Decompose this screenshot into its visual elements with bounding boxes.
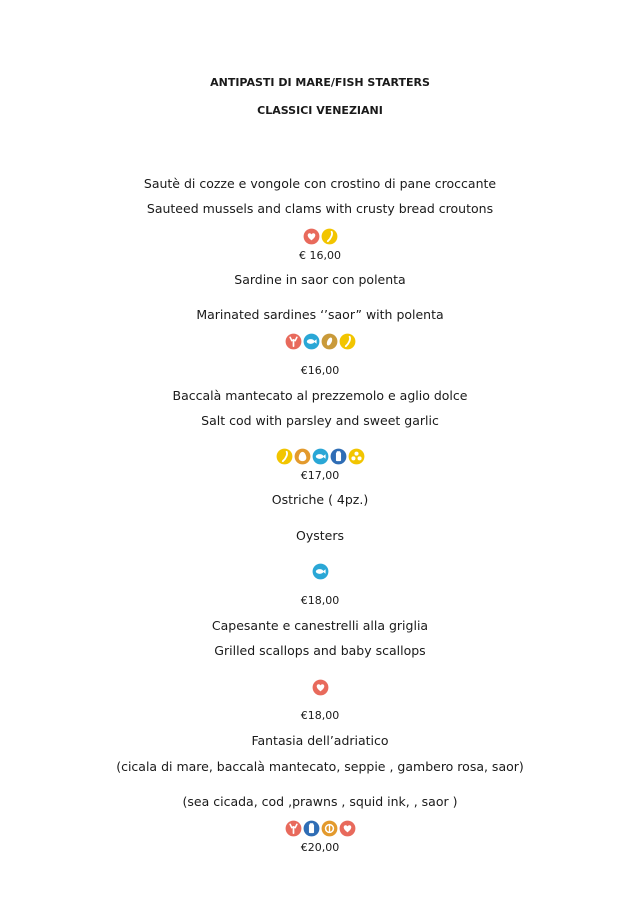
- dish-name-en: (sea cicada, cod ,prawns , squid ink, , saor ): [182, 794, 458, 809]
- dish-price: €20,00: [300, 841, 340, 854]
- gluten-icon: [339, 333, 356, 350]
- allergen-icons: [0, 820, 640, 837]
- dish-price: €16,00: [300, 364, 340, 377]
- allergen-icons: [0, 563, 640, 580]
- dish-price: €18,00: [300, 709, 340, 722]
- dish-price: €17,00: [300, 469, 340, 482]
- sulphite-icon: [348, 448, 365, 465]
- mollusc-icon: [312, 679, 329, 696]
- dish-name-en: Marinated sardines ‘’saor” with polenta: [196, 307, 444, 322]
- milk-icon: [330, 448, 347, 465]
- allergen-icons: [0, 333, 640, 350]
- celery-icon: [321, 820, 338, 837]
- milk-icon: [303, 820, 320, 837]
- fish-icon: [312, 563, 329, 580]
- menu-subtitle: CLASSICI VENEZIANI: [257, 104, 383, 117]
- menu-title: ANTIPASTI DI MARE/FISH STARTERS: [210, 76, 430, 89]
- allergen-icons: [0, 228, 640, 245]
- dish-name-en: Oysters: [296, 528, 344, 543]
- dish-name-it: Baccalà mantecato al prezzemolo e aglio dolce: [172, 388, 468, 403]
- dish-name-en: Salt cod with parsley and sweet garlic: [201, 413, 439, 428]
- fish-icon: [303, 333, 320, 350]
- peanut-icon: [321, 333, 338, 350]
- dish-name-it: Ostriche ( 4pz.): [271, 492, 369, 507]
- allergen-icons: [0, 679, 640, 696]
- crustacean-icon: [285, 333, 302, 350]
- fish-icon: [312, 448, 329, 465]
- allergen-icons: [0, 448, 640, 465]
- mollusc-icon: [339, 820, 356, 837]
- dish-price: € 16,00: [299, 249, 341, 262]
- egg-icon: [294, 448, 311, 465]
- dish-name-en: Grilled scallops and baby scallops: [214, 643, 426, 658]
- dish-name-it: Sautè di cozze e vongole con crostino di pane croccante: [143, 176, 497, 191]
- dish-details: (cicala di mare, baccalà mantecato, seppie , gambero rosa, saor): [116, 759, 524, 774]
- dish-name-it: Fantasia dell’adriatico: [251, 733, 389, 748]
- dish-price: €18,00: [300, 594, 340, 607]
- dish-name-en: Sauteed mussels and clams with crusty bread croutons: [146, 201, 494, 216]
- crustacean-icon: [285, 820, 302, 837]
- mollusc-icon: [303, 228, 320, 245]
- dish-name-it: Sardine in saor con polenta: [234, 272, 406, 287]
- dish-name-it: Capesante e canestrelli alla griglia: [211, 618, 429, 633]
- gluten-icon: [321, 228, 338, 245]
- gluten-icon: [276, 448, 293, 465]
